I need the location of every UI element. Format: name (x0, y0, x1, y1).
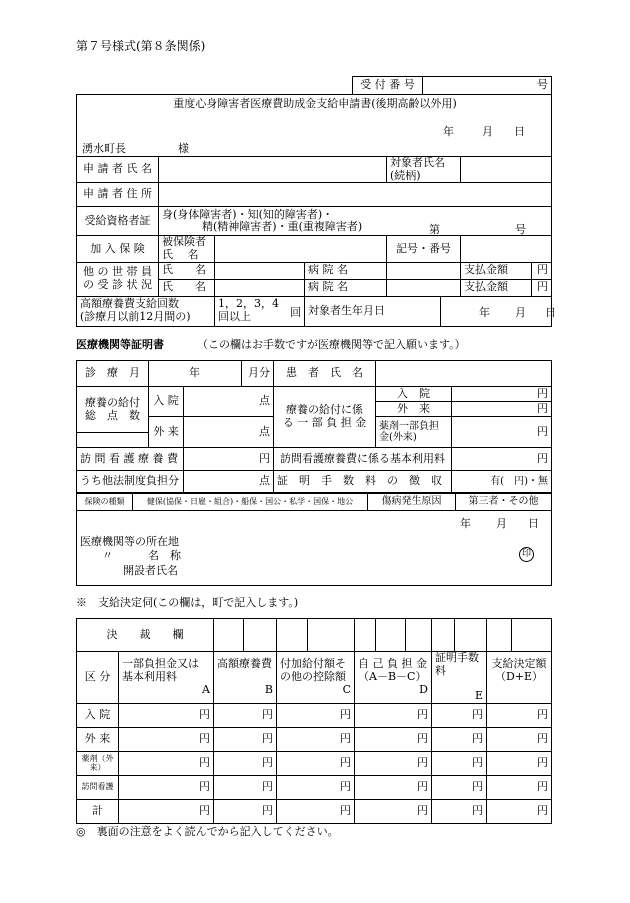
approval-cell-9[interactable] (455, 619, 487, 652)
member2-payment-label: 支払金額 (461, 279, 532, 296)
visiting-nursing-field[interactable] (184, 448, 274, 471)
decision-row (77, 799, 552, 823)
decision-yen: 円 (340, 731, 351, 745)
form-id: 第７号様式(第８条関係) (76, 39, 206, 53)
insured-label-2: 氏 名 (162, 247, 199, 261)
decision-yen: 円 (417, 731, 428, 745)
applicant-name-label: 申 請 者 氏 名 (77, 157, 159, 183)
high-cost-options-1[interactable]: 1，2，3，4 (218, 297, 279, 311)
target-name-field[interactable] (461, 157, 552, 183)
decision-amount-cell[interactable] (119, 775, 214, 799)
points-inpatient-field[interactable] (184, 387, 274, 417)
member2-name-field[interactable] (215, 279, 305, 296)
points-outpatient-field[interactable] (184, 417, 274, 448)
points-outpatient-unit: 点 (259, 424, 270, 438)
decision-yen: 円 (262, 803, 273, 817)
insured-label-1: 被保険者 (162, 235, 206, 249)
insurance-type-row (76, 493, 552, 511)
decision-yen: 円 (537, 779, 548, 793)
decision-amount-cell[interactable] (487, 703, 552, 727)
copay-inpatient-field[interactable] (452, 387, 552, 402)
decision-amount-cell[interactable] (277, 799, 355, 823)
decision-amount-cell[interactable] (277, 751, 355, 775)
member1-name-label: 氏 名 (159, 262, 215, 279)
birthdate-day: 日 (545, 305, 557, 319)
other-members-label-1: 他 の 世 帯 員 (83, 265, 152, 279)
birthdate-field[interactable] (441, 296, 557, 326)
decision-yen: 円 (199, 707, 210, 721)
symbol-number-field[interactable] (461, 236, 552, 262)
approval-cell-5[interactable] (355, 619, 376, 652)
copay-outpatient-field[interactable] (452, 402, 552, 417)
certificate-fee-options[interactable]: 有( 円)・無 (452, 471, 552, 493)
target-name-label: 対象者氏名(続柄) (387, 157, 461, 183)
birthdate-month: 月 (515, 305, 527, 319)
approval-cell-8[interactable] (432, 619, 455, 652)
applicant-name-field[interactable] (159, 157, 387, 183)
third-party-options[interactable]: 第三者・その他 (456, 494, 552, 511)
other-law-field[interactable] (184, 471, 274, 493)
decision-table (76, 618, 552, 824)
exam-month-label: 診 療 月 (77, 361, 149, 387)
decision-amount-cell[interactable] (119, 703, 214, 727)
decision-yen: 円 (340, 803, 351, 817)
drug-copay-label: 薬剤一部負担金(外来) (376, 417, 452, 448)
high-cost-kai: 回 (290, 305, 301, 319)
decision-yen: 円 (340, 779, 351, 793)
copay-outpatient-yen: 円 (537, 401, 548, 415)
applicant-address-label: 申 請 者 住 所 (77, 183, 159, 207)
patient-name-label: 患 者 氏 名 (274, 361, 376, 387)
receipt-number-field[interactable] (423, 77, 552, 95)
certificate-fee-label: 証 明 手 数 料 の 徴 収 (274, 471, 452, 493)
other-law-label: うち他法制度負担分 (77, 471, 184, 493)
decision-row-label: 外 来 (77, 727, 119, 751)
decision-yen: 円 (472, 731, 483, 745)
decision-amount-cell[interactable] (214, 703, 277, 727)
application-date-month: 月 (482, 125, 493, 138)
decision-yen: 円 (537, 731, 548, 745)
approval-cell-4[interactable] (308, 619, 355, 652)
decision-row-label: 計 (77, 799, 119, 823)
member1-yen: 円 (537, 263, 549, 277)
member2-name-label: 氏 名 (159, 279, 215, 296)
decision-row (77, 727, 552, 751)
points-outpatient-label: 外 来 (149, 417, 184, 448)
column-a-header: 一部負担金又は 基本利用料 A (119, 652, 214, 704)
exam-month-year[interactable]: 年 (149, 361, 242, 387)
medical-note: （この欄はお手数ですが医療機関等で記入願います。） (197, 338, 466, 351)
decision-amount-cell[interactable] (214, 727, 277, 751)
decision-amount-cell[interactable] (487, 799, 552, 823)
application-date-day: 日 (514, 125, 525, 138)
benefit-points-label-1: 療養の給付 (85, 395, 140, 409)
other-law-unit: 点 (259, 474, 270, 488)
decision-yen: 円 (340, 707, 351, 721)
symbol-number-label: 記号・番号 (387, 236, 461, 262)
points-inpatient-label: 入 院 (149, 387, 184, 417)
qualification-dai: 第 (429, 223, 440, 237)
insurance-label: 加 入 保 険 (77, 236, 159, 262)
other-members-label-2: の 受 診 状 況 (83, 278, 152, 292)
institution-date-day: 日 (528, 517, 539, 530)
qualification-options-2[interactable]: 精(精神障害者)・重(重複障害者) (202, 220, 363, 234)
decision-amount-cell[interactable] (355, 751, 432, 775)
decision-amount-cell[interactable] (119, 727, 214, 751)
addressee: 湧水町長 (82, 142, 126, 155)
visiting-nursing-yen: 円 (259, 451, 270, 465)
application-title: 重度心身障害者医療費助成金支給申請書(後期高齢以外用) (173, 97, 457, 110)
founder-name-label: 開設者氏名 (123, 564, 178, 577)
approval-cell-6[interactable] (376, 619, 406, 652)
decision-yen: 円 (262, 707, 273, 721)
decision-yen: 円 (262, 731, 273, 745)
visiting-basic-fee-field[interactable] (452, 448, 552, 471)
high-cost-options-2[interactable]: 回以上 (218, 310, 251, 324)
decision-amount-cell[interactable] (355, 727, 432, 751)
decision-amount-cell[interactable] (432, 799, 487, 823)
birthdate-label: 対象者生年月日 (305, 296, 441, 326)
member2-hospital-field[interactable] (387, 279, 461, 296)
decision-amount-cell[interactable] (432, 727, 487, 751)
decision-row (77, 703, 552, 727)
qualification-options-1[interactable]: 身(身体障害者)・知(知的障害者)・ (162, 207, 334, 221)
approval-label: 決 裁 欄 (77, 619, 214, 652)
member1-hospital-label: 病 院 名 (305, 262, 387, 279)
drug-copay-field[interactable] (452, 417, 552, 448)
addressee-sama: 様 (178, 142, 189, 155)
patient-name-field[interactable] (376, 361, 552, 387)
decision-amount-cell[interactable] (432, 703, 487, 727)
high-cost-label-2: (診療月以前12月間の) (80, 310, 191, 324)
decision-yen: 円 (537, 755, 548, 769)
decision-amount-cell[interactable] (355, 703, 432, 727)
decision-amount-cell[interactable] (214, 775, 277, 799)
decision-amount-cell[interactable] (355, 775, 432, 799)
visiting-nursing-label: 訪 問 看 護 療 養 費 (77, 448, 184, 471)
exam-month-month: 月分 (242, 361, 274, 387)
copay-outpatient-label: 外 来 (376, 402, 452, 417)
decision-yen: 円 (199, 803, 210, 817)
high-cost-label-1: 高額療養費支給回数 (80, 297, 179, 311)
drug-copay-yen: 円 (537, 424, 548, 438)
insured-name-field[interactable] (215, 236, 387, 262)
decision-amount-cell[interactable] (487, 751, 552, 775)
institution-address-label: 医療機関等の所在地 (80, 535, 179, 548)
decision-amount-cell[interactable] (119, 799, 214, 823)
decision-row-label: 入 院 (77, 703, 119, 727)
column-total-header: 支給決定額 （D+E） (487, 652, 552, 704)
decision-body (77, 703, 552, 823)
approval-cell-3[interactable] (277, 619, 308, 652)
applicant-address-field[interactable] (159, 183, 552, 207)
approval-cell-1[interactable] (214, 619, 244, 652)
qualification-gou: 号 (515, 223, 526, 237)
seal-icon: 印 (519, 547, 534, 562)
approval-cell-2[interactable] (244, 619, 277, 652)
insurance-type-options[interactable]: 健保(協保・日雇・組合)・船保・国公・私学・国保・地公 (133, 494, 368, 511)
insurance-type-label: 保険の種類 (77, 494, 133, 511)
category-label: 区 分 (77, 652, 119, 704)
decision-yen: 円 (417, 803, 428, 817)
decision-yen: 円 (537, 803, 548, 817)
member2-payment-field[interactable] (532, 279, 552, 296)
member2-hospital-label: 病 院 名 (305, 279, 387, 296)
birthdate-year: 年 (479, 305, 491, 319)
decision-yen: 円 (262, 779, 273, 793)
decision-yen: 円 (472, 779, 483, 793)
decision-yen: 円 (262, 755, 273, 769)
column-e-header: 証明手数料 E (432, 652, 487, 704)
medical-heading: 医療機関等証明書 (76, 338, 164, 351)
decision-heading: ※ 支給決定伺(この欄は，町で記入します。) (76, 596, 299, 609)
member1-hospital-field[interactable] (387, 262, 461, 279)
decision-row-label: 訪問看護 (77, 775, 119, 799)
decision-amount-cell[interactable] (119, 751, 214, 775)
receipt-box (352, 76, 552, 95)
decision-amount-cell[interactable] (277, 703, 355, 727)
decision-yen: 円 (417, 755, 428, 769)
visiting-basic-fee-yen: 円 (537, 451, 548, 465)
decision-row (77, 751, 552, 775)
benefit-points-label-2: 総 点 数 (85, 408, 140, 422)
decision-amount-cell[interactable] (432, 775, 487, 799)
approval-cell-11[interactable] (512, 619, 552, 652)
decision-header-row (77, 652, 552, 704)
decision-amount-cell[interactable] (214, 799, 277, 823)
qualification-label: 受給資格者証 (77, 207, 159, 236)
approval-cell-10[interactable] (487, 619, 512, 652)
decision-amount-cell[interactable] (355, 799, 432, 823)
visiting-basic-fee-label: 訪問看護療養費に係る基本利用料 (274, 448, 452, 471)
points-inpatient-unit: 点 (259, 394, 270, 408)
decision-yen: 円 (472, 755, 483, 769)
column-d-header: 自 己 負 担 金 （A－B－C） D (355, 652, 432, 704)
institution-date-month: 月 (496, 517, 507, 530)
decision-amount-cell[interactable] (277, 727, 355, 751)
member1-payment-field[interactable] (532, 262, 552, 279)
decision-yen: 円 (340, 755, 351, 769)
decision-yen: 円 (537, 707, 548, 721)
application-date-year: 年 (443, 125, 454, 138)
decision-amount-cell[interactable] (432, 751, 487, 775)
footer-note: ◎ 裏面の注意をよく読んでから記入してください。 (76, 825, 339, 838)
approval-cell-7[interactable] (406, 619, 432, 652)
decision-yen: 円 (199, 731, 210, 745)
decision-row-label: 薬剤（外来） (77, 751, 119, 775)
column-b-header: 高額療養費 B (214, 652, 277, 704)
member1-payment-label: 支払金額 (461, 262, 532, 279)
decision-yen: 円 (417, 779, 428, 793)
decision-amount-cell[interactable] (487, 727, 552, 751)
injury-cause-label: 傷病発生原因 (368, 494, 456, 511)
member1-name-field[interactable] (215, 262, 305, 279)
medical-table (76, 360, 552, 493)
copay-label-2: る 一 部 負 担 金 (282, 416, 367, 429)
institution-date-year: 年 (460, 517, 471, 530)
decision-amount-cell[interactable] (214, 751, 277, 775)
copay-inpatient-yen: 円 (537, 386, 548, 400)
institution-ditto: 〃 (102, 549, 113, 562)
receipt-label: 受 付 番 号 (353, 77, 423, 95)
decision-yen: 円 (472, 803, 483, 817)
decision-row (77, 775, 552, 799)
decision-yen: 円 (472, 707, 483, 721)
decision-yen: 円 (199, 779, 210, 793)
decision-amount-cell[interactable] (487, 775, 552, 799)
application-table (76, 156, 557, 327)
copay-inpatient-label: 入 院 (376, 387, 452, 402)
copay-label-1: 療養の給付に係 (286, 403, 363, 417)
column-c-header: 付加給付額そ の他の控除額 C (277, 652, 355, 704)
institution-name-label: 名 称 (148, 549, 181, 562)
decision-amount-cell[interactable] (277, 775, 355, 799)
decision-yen: 円 (199, 755, 210, 769)
receipt-suffix: 号 (537, 78, 548, 92)
member2-yen: 円 (537, 280, 549, 294)
decision-yen: 円 (417, 707, 428, 721)
